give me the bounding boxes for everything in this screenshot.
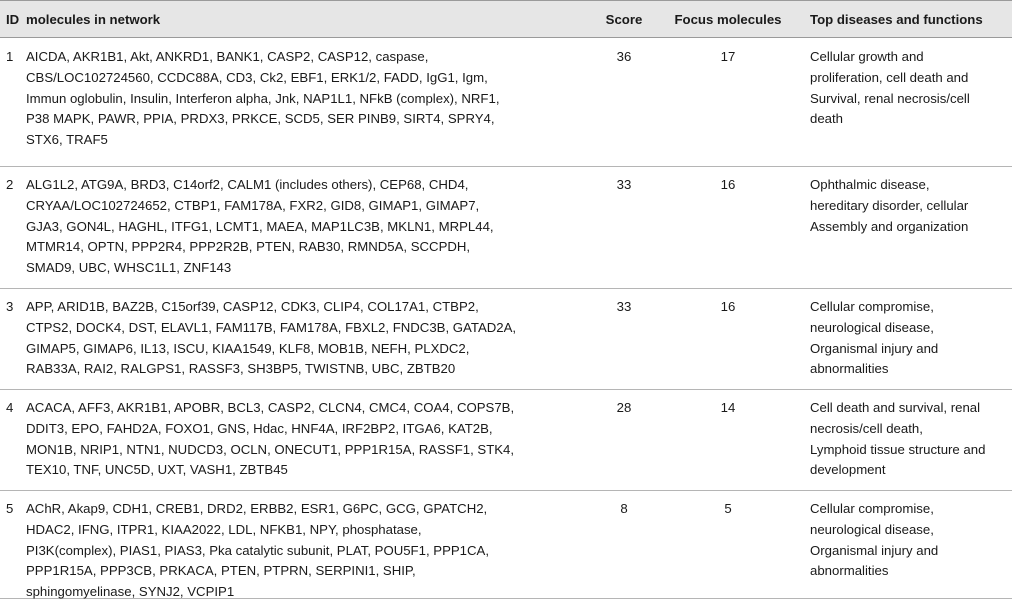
row-top-diseases: [810, 499, 1012, 582]
molecules-line: STX6, TRAF5: [26, 132, 108, 148]
molecules-line: ACACA, AFF3, AKR1B1, APOBR, BCL3, CASP2, CLCN4, CMC4, COA4, COPS7B,: [26, 400, 515, 415]
diseases-line: necrosis/cell death,: [810, 420, 923, 436]
diseases-line: Lymphoid tissue structure and: [810, 441, 986, 457]
molecules-line: GJA3, GON4L, HAGHL, ITFG1, LCMT1, MAEA, MAP1LC3B, MKLN1, MRPL44,: [26, 218, 494, 234]
molecules-line: TEX10, TNF, UNC5D, UXT, VASH1, ZBTB45: [26, 462, 288, 478]
row-id: 3: [6, 299, 14, 314]
molecules-line: AICDA, AKR1B1, Akt, ANKRD1, BANK1, CASP2, CASP12, caspase,: [26, 49, 429, 64]
diseases-line: Ophthalmic disease,: [810, 177, 930, 192]
diseases-line: Organismal injury and: [810, 542, 939, 558]
molecules-line: PPP1R15A, PPP3CB, PRKACA, PTEN, PTPRN, SERPINI1, SHIP,: [26, 563, 416, 579]
table-row: [0, 289, 1012, 390]
row-focus-molecules: 16: [720, 299, 736, 314]
molecules-line: APP, ARID1B, BAZ2B, C15orf39, CASP12, CDK3, CLIP4, COL17A1, CTBP2,: [26, 299, 479, 314]
header-score: Score: [605, 12, 643, 27]
diseases-line: abnormalities: [810, 563, 889, 579]
header-id: ID: [6, 12, 20, 27]
molecules-line: DDIT3, EPO, FAHD2A, FOXO1, GNS, Hdac, HNF4A, IRF2BP2, ITGA6, KAT2B,: [26, 420, 493, 436]
molecules-line: sphingomyelinase, SYNJ2, VCPIP1: [26, 584, 235, 600]
row-top-diseases: [810, 47, 1012, 130]
row-score: 33: [616, 299, 632, 314]
molecules-line: MON1B, NRIP1, NTN1, NUDCD3, OCLN, ONECUT1, PPP1R15A, RASSF1, STK4,: [26, 441, 515, 457]
diseases-line: Cellular growth and: [810, 49, 924, 64]
table-header: [0, 0, 1012, 38]
molecules-line: AChR, Akap9, CDH1, CREB1, DRD2, ERBB2, ESR1, G6PC, GCG, GPATCH2,: [26, 501, 488, 516]
diseases-line: neurological disease,: [810, 521, 934, 537]
molecules-line: GIMAP5, GIMAP6, IL13, ISCU, KIAA1549, KLF8, MOB1B, NEFH, PLXDC2,: [26, 340, 470, 356]
diseases-line: abnormalities: [810, 361, 889, 377]
molecules-line: P38 MAPK, PAWR, PPIA, PRDX3, PRKCE, SCD5, SER PINB9, SIRT4, SPRY4,: [26, 111, 495, 127]
diseases-line: Assembly and organization: [810, 218, 969, 234]
table-row: [0, 390, 1012, 491]
row-top-diseases: [810, 297, 1012, 380]
molecules-line: Immun oglobulin, Insulin, Interferon alpha, Jnk, NAP1L1, NFkB (complex), NRF1,: [26, 90, 500, 106]
row-score: 28: [616, 400, 632, 415]
row-score: 33: [616, 177, 632, 192]
molecules-line: CRYAA/LOC102724652, CTBP1, FAM178A, FXR2, GID8, GIMAP1, GIMAP7,: [26, 197, 480, 213]
molecules-line: PI3K(complex), PIAS1, PIAS3, Pka catalytic subunit, PLAT, POU5F1, PPP1CA,: [26, 542, 489, 558]
diseases-line: development: [810, 462, 886, 478]
row-top-diseases: [810, 175, 1012, 237]
diseases-line: Cellular compromise,: [810, 299, 934, 314]
diseases-line: hereditary disorder, cellular: [810, 197, 969, 213]
molecules-line: HDAC2, IFNG, ITPR1, KIAA2022, LDL, NFKB1, NPY, phosphatase,: [26, 521, 422, 537]
row-molecules: [26, 297, 586, 380]
row-id: 1: [6, 49, 14, 64]
molecules-line: MTMR14, OPTN, PPP2R4, PPP2R2B, PTEN, RAB30, RMND5A, SCCPDH,: [26, 239, 471, 255]
row-focus-molecules: 16: [720, 177, 736, 192]
diseases-line: neurological disease,: [810, 319, 934, 335]
row-score: 8: [620, 501, 628, 516]
table-row: [0, 167, 1012, 289]
row-molecules: [26, 175, 586, 279]
row-id: 4: [6, 400, 14, 415]
row-focus-molecules: 14: [720, 400, 736, 415]
header-focus-molecules: Focus molecules: [674, 12, 782, 27]
header-molecules: molecules in network: [26, 12, 161, 27]
diseases-line: Organismal injury and: [810, 340, 939, 356]
diseases-line: death: [810, 111, 844, 127]
molecules-line: CBS/LOC102724560, CCDC88A, CD3, Ck2, EBF1, ERK1/2, FADD, IgG1, Igm,: [26, 69, 488, 85]
header-top-diseases: Top diseases and functions: [810, 12, 983, 27]
diseases-line: proliferation, cell death and: [810, 69, 969, 85]
row-top-diseases: [810, 398, 1012, 481]
row-molecules: [26, 499, 586, 603]
row-molecules: [26, 47, 586, 151]
row-focus-molecules: 5: [724, 501, 732, 516]
row-molecules: [26, 398, 586, 481]
diseases-line: Cell death and survival, renal: [810, 400, 981, 415]
diseases-line: Cellular compromise,: [810, 501, 934, 516]
diseases-line: Survival, renal necrosis/cell: [810, 90, 970, 106]
row-score: 36: [616, 49, 632, 64]
row-id: 5: [6, 501, 14, 516]
row-focus-molecules: 17: [720, 49, 736, 64]
table-row: [0, 39, 1012, 167]
molecules-line: ALG1L2, ATG9A, BRD3, C14orf2, CALM1 (includes others), CEP68, CHD4,: [26, 177, 469, 192]
molecules-line: RAB33A, RAI2, RALGPS1, RASSF3, SH3BP5, TWISTNB, UBC, ZBTB20: [26, 361, 456, 377]
molecules-line: CTPS2, DOCK4, DST, ELAVL1, FAM117B, FAM178A, FBXL2, FNDC3B, GATAD2A,: [26, 319, 517, 335]
row-id: 2: [6, 177, 14, 192]
table-row: [0, 491, 1012, 599]
molecules-line: SMAD9, UBC, WHSC1L1, ZNF143: [26, 260, 232, 276]
